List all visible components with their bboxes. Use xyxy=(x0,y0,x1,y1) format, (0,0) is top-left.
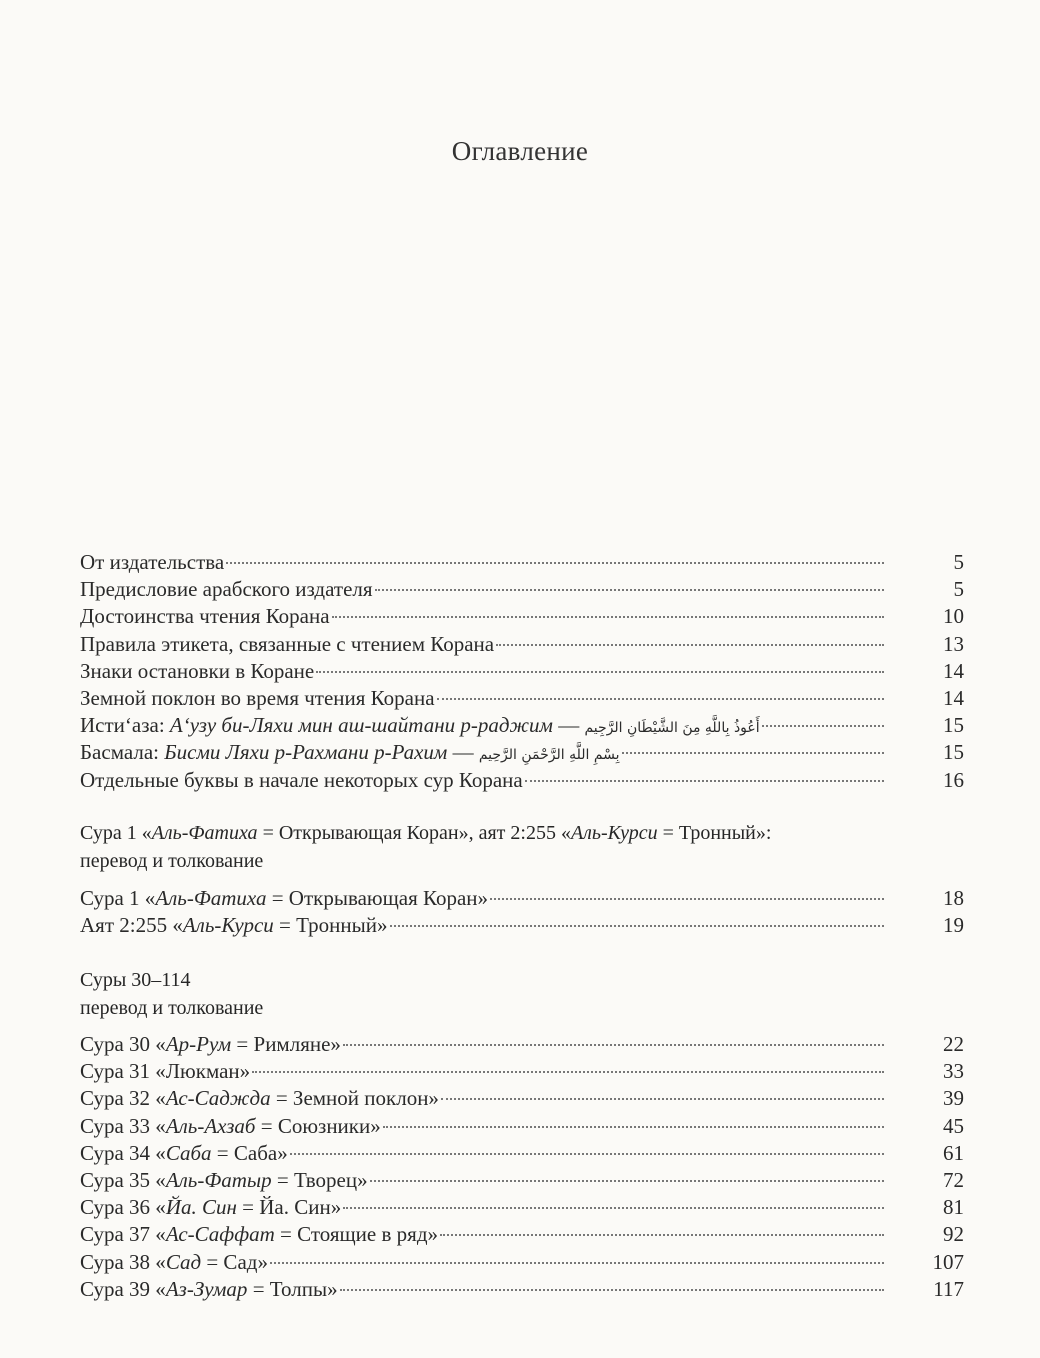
entry-title: От издательства xyxy=(80,550,225,574)
section1-title-part: Аль-Курси xyxy=(570,822,658,844)
dot-leader xyxy=(375,589,884,591)
section1-title-part: Сура 1 « xyxy=(80,822,152,844)
dot-leader xyxy=(226,562,884,564)
toc-entry[interactable] xyxy=(80,603,964,630)
page-number: 15 xyxy=(943,713,964,738)
entry-title-italic: А‘узу би-Ляхи мин аш-шайтани р-раджим xyxy=(169,713,553,738)
page-number: 61 xyxy=(943,1140,964,1165)
section2-subtitle: перевод и толкование xyxy=(80,997,264,1019)
dot-leader xyxy=(622,752,884,754)
entry-title-italic: Аль-Ахзаб xyxy=(165,1113,256,1138)
toc-section1-list xyxy=(80,885,964,939)
toc-entry-text xyxy=(80,658,314,685)
toc-entry[interactable] xyxy=(80,712,964,739)
entry-title-rest: = Тронный» xyxy=(273,913,388,938)
dot-leader xyxy=(525,780,884,782)
dot-leader xyxy=(490,898,884,900)
entry-title: Правила этикета, связанные с чтением Корана xyxy=(80,631,495,656)
toc-entry-text xyxy=(80,685,435,712)
entry-title-italic: Ас-Саффат xyxy=(165,1222,275,1247)
toc-entry[interactable] xyxy=(80,1085,964,1112)
toc-entry[interactable] xyxy=(80,1249,964,1276)
entry-title: Сура 1 « xyxy=(80,886,156,910)
toc-entry[interactable] xyxy=(80,549,964,576)
page-number: 81 xyxy=(943,1195,964,1220)
entry-title-italic: Сад xyxy=(165,1249,202,1274)
toc-entry-text xyxy=(80,549,224,576)
section1-subtitle: перевод и толкование xyxy=(80,850,264,872)
entry-title: Отдельные буквы в начале некоторых сур Корана xyxy=(80,767,523,792)
dot-leader xyxy=(343,1207,884,1209)
dot-leader xyxy=(290,1153,884,1155)
page-number: 45 xyxy=(943,1113,964,1138)
entry-title: Сура 39 « xyxy=(80,1276,166,1301)
entry-arabic-text: بِسْمِ اللَّهِ الرَّحْمَنِ الرَّحِيم xyxy=(478,747,620,764)
entry-title-italic: Йа. Син xyxy=(165,1195,237,1220)
toc-entry-text xyxy=(80,1167,368,1194)
page-number: 14 xyxy=(943,685,964,710)
toc-entry[interactable] xyxy=(80,1140,964,1167)
page-number: 10 xyxy=(943,604,964,629)
dot-leader xyxy=(370,1180,884,1182)
entry-title-rest: — xyxy=(447,740,479,765)
page-title: Оглавление xyxy=(451,136,589,166)
dot-leader xyxy=(496,644,884,646)
entry-title: Достоинства чтения Корана xyxy=(80,604,330,629)
entry-title-italic: Саба xyxy=(165,1140,212,1165)
entry-title-rest: = Саба» xyxy=(211,1140,288,1165)
dot-leader xyxy=(440,1234,884,1236)
entry-title-rest: = Земной поклон» xyxy=(270,1086,439,1111)
entry-title: Басмала: xyxy=(80,740,165,765)
dot-leader xyxy=(343,1044,884,1046)
page-number: 5 xyxy=(953,550,964,574)
entry-arabic-text: أَعُوذُ بِاللَّهِ مِنَ الشَّيْطَانِ الرَّجِيم xyxy=(584,720,760,737)
entry-title-rest: = Творец» xyxy=(271,1167,368,1192)
section1-title-part: Аль-Фатиха xyxy=(151,822,258,844)
entry-title: Сура 32 « xyxy=(80,1086,166,1111)
toc-entry[interactable] xyxy=(80,1058,964,1085)
dot-leader xyxy=(441,1098,884,1100)
entry-title-italic: Бисми Ляхи р-Рахмани р-Рахим xyxy=(164,740,448,765)
dot-leader xyxy=(332,616,884,618)
toc-entry-text xyxy=(80,712,760,742)
entry-title-rest: = Римляне» xyxy=(231,1032,341,1056)
entry-title: Предисловие арабского издателя xyxy=(80,577,373,602)
toc-entry[interactable] xyxy=(80,1167,964,1194)
toc-entry-text xyxy=(80,1085,439,1112)
page-number: 5 xyxy=(953,577,964,602)
entry-title: Аят 2:255 « xyxy=(80,913,183,938)
section2-title: Суры 30–114 xyxy=(80,969,191,991)
entry-title-italic: Ас-Саджда xyxy=(165,1086,271,1111)
toc-entry-text xyxy=(80,912,388,939)
toc-entry-text xyxy=(80,767,523,794)
toc-entry[interactable] xyxy=(80,767,964,794)
entry-title-rest: = Йа. Син» xyxy=(236,1195,342,1220)
toc-entry[interactable] xyxy=(80,885,964,912)
entry-title: Сура 31 «Люкман» xyxy=(80,1059,251,1084)
entry-title: Земной поклон во время чтения Корана xyxy=(80,685,435,710)
entry-title: Сура 37 « xyxy=(80,1222,166,1247)
toc-entry-text xyxy=(80,631,494,658)
page-number: 19 xyxy=(943,913,964,938)
dot-leader xyxy=(270,1262,884,1264)
section1-title-part: = Открывающая Коран», аят 2:255 « xyxy=(257,822,571,844)
toc-entry-text xyxy=(80,1113,381,1140)
page-number: 33 xyxy=(943,1059,964,1084)
entry-title: Сура 35 « xyxy=(80,1167,166,1192)
toc-entry[interactable] xyxy=(80,1113,964,1140)
dot-leader xyxy=(252,1071,884,1073)
entry-title: Сура 33 « xyxy=(80,1113,166,1138)
entry-title-rest: = Открывающая Коран» xyxy=(266,886,489,910)
entry-title-rest: = Сад» xyxy=(201,1249,268,1274)
entry-title-italic: Аль-Фатыр xyxy=(165,1167,272,1192)
toc-intro-list xyxy=(80,549,964,794)
toc-entry-text xyxy=(80,739,620,769)
toc-entry-text xyxy=(80,1140,288,1167)
entry-title-italic: Аль-Курси xyxy=(182,913,274,938)
entry-title-italic: Ар-Рум xyxy=(165,1032,232,1056)
dot-leader xyxy=(316,671,884,673)
toc-entry[interactable] xyxy=(80,1221,964,1248)
entry-title-italic: Аль-Фатиха xyxy=(155,886,267,910)
page-number: 16 xyxy=(943,767,964,792)
toc-entry[interactable] xyxy=(80,912,964,939)
toc-entry-text xyxy=(80,1249,268,1276)
dot-leader xyxy=(437,698,884,700)
page-number: 22 xyxy=(943,1032,964,1056)
entry-title-rest: — xyxy=(552,713,585,738)
section1-heading xyxy=(80,819,964,875)
toc-entry[interactable] xyxy=(80,631,964,658)
toc-entry[interactable] xyxy=(80,1276,964,1303)
toc-entry[interactable] xyxy=(80,658,964,685)
toc-entry[interactable] xyxy=(80,1194,964,1221)
toc-entry-text xyxy=(80,1058,250,1085)
page-number: 117 xyxy=(933,1276,964,1301)
toc-entry-text xyxy=(80,603,330,630)
page-number: 72 xyxy=(943,1167,964,1192)
entry-title-rest: = Союзники» xyxy=(255,1113,381,1138)
page-number: 39 xyxy=(943,1086,964,1111)
entry-title: Сура 36 « xyxy=(80,1195,166,1220)
dot-leader xyxy=(383,1126,884,1128)
toc-entry-text xyxy=(80,576,373,603)
toc-entry-text xyxy=(80,1221,438,1248)
entry-title-italic: Аз-Зумар xyxy=(165,1276,248,1301)
page-number: 15 xyxy=(943,740,964,765)
section1-title-part: = Тронный»: xyxy=(657,822,772,844)
entry-title: Сура 30 « xyxy=(80,1032,166,1056)
toc-section2-list xyxy=(80,1031,964,1303)
toc-entry-text xyxy=(80,1276,338,1303)
entry-title: Сура 34 « xyxy=(80,1140,166,1165)
entry-title: Сура 38 « xyxy=(80,1249,166,1274)
dot-leader xyxy=(762,725,884,727)
page-number: 92 xyxy=(943,1222,964,1247)
page-number: 13 xyxy=(943,631,964,656)
toc-entry[interactable] xyxy=(80,739,964,766)
toc-entry-text xyxy=(80,885,488,912)
entry-title-rest: = Толпы» xyxy=(247,1276,338,1301)
entry-title: Знаки остановки в Коране xyxy=(80,658,315,683)
entry-title-rest: = Стоящие в ряд» xyxy=(274,1222,439,1247)
toc-entry[interactable] xyxy=(80,685,964,712)
toc-entry-text xyxy=(80,1194,341,1221)
entry-title: Исти‘аза: xyxy=(80,713,170,738)
dot-leader xyxy=(390,925,885,927)
page-number: 14 xyxy=(943,658,964,683)
page-number: 107 xyxy=(932,1249,964,1274)
dot-leader xyxy=(340,1289,884,1291)
section2-heading xyxy=(80,966,964,1022)
section1-title xyxy=(80,819,964,847)
toc-entry[interactable] xyxy=(80,576,964,603)
page-number: 18 xyxy=(943,886,964,910)
toc-entry-text xyxy=(80,1031,341,1058)
toc-entry[interactable] xyxy=(80,1031,964,1058)
